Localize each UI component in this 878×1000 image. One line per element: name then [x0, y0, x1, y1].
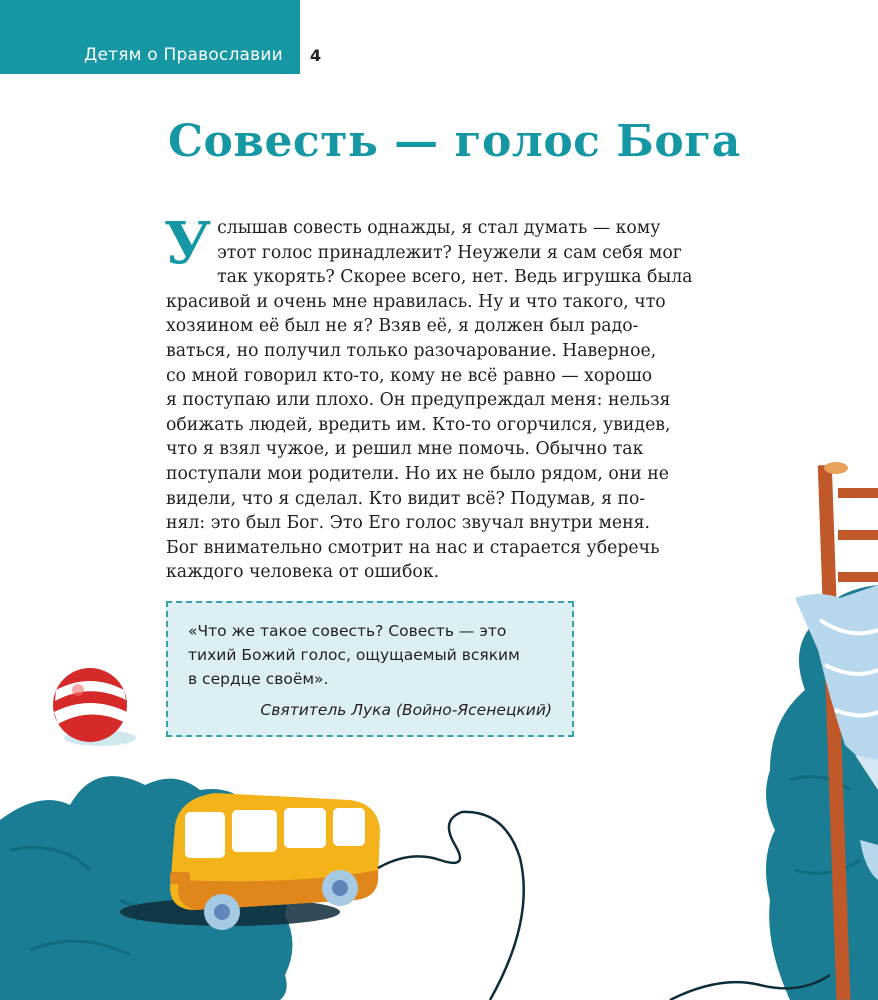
body-line: хозяином её был не я? Взяв её, я должен был радо- [166, 316, 639, 337]
string-line [378, 812, 524, 1000]
body-line: я поступаю или плохо. Он предупреждал меня: нельзя [166, 390, 671, 411]
body-line: что я взял чужое, и решил мне помочь. Обычно так [166, 439, 644, 460]
series-title: Детям о Православии [84, 45, 283, 65]
body-line: ваться, но получил только разочарование. Наверное, [166, 340, 657, 361]
body-line: видели, что я сделал. Кто видит всё? Подумав, я по- [166, 488, 646, 509]
drop-cap: У [164, 209, 212, 277]
page-number: 4 [310, 46, 322, 65]
body-line: слышав совесть однажды, я стал думать — кому [217, 218, 661, 238]
body-line: этот голос принадлежит? Неужели я сам себя мог [217, 242, 682, 263]
body-line: обижать людей, вредить им. Кто-то огорчился, увидев, [166, 414, 671, 435]
quote-line: в сердце своём». [188, 670, 329, 688]
body-line: поступали мои родители. Но их не было рядом, они не [166, 463, 670, 484]
body-line: каждого человека от ошибок. [166, 562, 440, 583]
quote-line: тихий Божий голос, ощущаемый всяким [188, 646, 520, 664]
quote-author: Святитель Лука (Войно-Ясенецкий) [260, 701, 552, 719]
quote-line: «Что же такое совесть? Совесть — это [188, 622, 507, 640]
ball-icon [53, 668, 136, 746]
body-line: так укорять? Скорее всего, нет. Ведь игрушка была [217, 267, 693, 288]
body-line: Бог внимательно смотрит на нас и старается уберечь [166, 537, 660, 558]
body-line: нял: это был Бог. Это Его голос звучал внутри меня. [166, 513, 651, 534]
body-line: со мной говорил кто-то, кому не всё равно — хорошо [166, 365, 653, 386]
page-title: Совесть — голос Бога [168, 116, 741, 167]
body-line: красивой и очень мне нравилась. Ну и что такого, что [166, 291, 666, 312]
